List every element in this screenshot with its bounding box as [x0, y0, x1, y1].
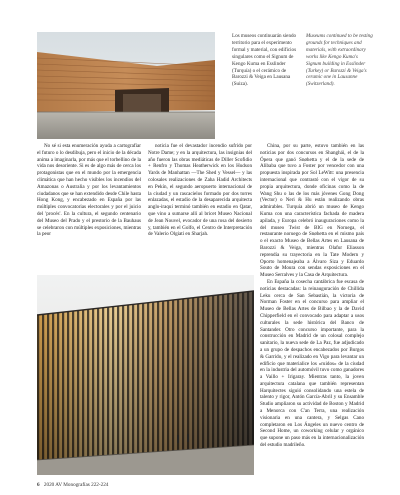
text-column-3 [260, 143, 364, 449]
column-2-paragraph: noticia fue el devastador incendio sufrido por Notre Dame; y en la arquitectura, las insignias del año fueron las obras mediáticas de Diller Scofidio + Renfro y Thomas Heatherwick en los Hudson Yards de Manhattan —The Shed y Vessel— y las colosales realizaciones de Zaha Hadid Architects en Pekín, el segundo aeropuerto internacional de la ciudad y un rascacielos formado por dos torres enlazadas, el estadio de la desaparecida arquitecta anglo-iraquí terminó también en estadio en Qatar, que vino a sumarse allí al bricet Museo Nacional de Jean Nouvel, evocador de una rosa del desierto y, también en el Golfo, el Centro de Interpretación de Valerio Olgiati en Sharjah. [148, 143, 252, 238]
text-column-2 [148, 143, 252, 238]
text-column-1 [37, 143, 141, 238]
wooden-museum-photo [37, 32, 215, 139]
ceramic-museum-illustration [37, 275, 254, 475]
column-3-paragraph-1: China, por su parte, estuvo también en las noticias por dos concursos en Shanghái, el de la Ópera que ganó Snøhetta y el de la sede de Alibaba que tuvo a Foster por vencedor con una propuesta inspirada por Sol LeWitt: una presencia internacional que contrastó con el vigor de su propia arquitectura, donde oficinas como la de Wang Shu o las de los más jóvenes Gong Dong (Vector) o Neri & Hu están realizando obras admirables. Turquía abrió un museo de Kengo Kuma con una característica fachada de madera apilada, y Europa celebró inauguraciones como la del museo Twist de BIG en Noruega, el restaurante noruego de Snøhetta en el mismo país o el exacto Museo de Bellas Artes en Lausana de Barozzi & Veiga, mientras Olafur Eliasson reprendía su trayectoria en la Tate Modern y Oporto homenajeaba a Álvaro Siza y Eduardo Souto de Moura con sendas exposiciones en el Museo Serralves y la Casa de Arquitectura. [260, 143, 364, 279]
page-number: 6 [37, 482, 40, 488]
caption-spanish: Los museos continuarán siendo territorio para el experimento formal y material, con edificios singulares como el Signum de Kengo Kuma en Esslinder (Turquía) o el cerámico de Barozzi & Veiga en Lausana (Suiza). [232, 33, 297, 88]
column-3-paragraph-2: En España la cosecha cantábrica fue escasa de noticias destacadas: la reinauguración de Chillida Leku cerca de San Sebastián, la victoria de Norman Foster en el concurso para ampliar el Museo de Bellas Artes de Bilbao y la de David Chipperfield en el convocado para adaptar a usos culturales la sede histórica del Banco de Santander. Otro concurso importante, para la construcción en Madrid de un colosal complejo sanitario, la nueva sede de La Paz, fue adjudicado a un grupo de despachos encabezados por Burgos & Garrido, y el realizado en Vigo para levantar un edificio que materialice los «ruidos» de la ciudad en la industria del automóvil tuvo como ganadores a Vaillo + Irigaray. Mientras tanto, la joven arquitectura catalana que también representan Harquitectes siguió consolidando una estela de talento y rigor, Antón García-Abril y su Ensamble Studio ampliaron su actividad de Boston y Madrid a Menorca con C'an Terra, una realización visionaria en una cantera, y Selgas Cano completaron en Los Ángeles un nuevo centro de Second Home, un coworking celular y orgánico que supone un paso más en la internacionalización del estudio madrileño. [260, 278, 364, 449]
column-1-paragraph: No sé si esta enumeración ayuda a cartografiar el futuro o lo desdibuja, pero el inicio de la década anima a imaginarla, por más que el torbellino de la vida nos desoriente. Si es de algo más de cerca los protagonistas que en el mundo por la emergencia climática que han hecho visibles los incendios del Amazonas o Australia y por los levantamientos ciudadanos que se han extendido desde Chile hasta Hong Kong, y encabezado en España por las múltiples convocatorias electorales y por el juicio del 'procés'. En la cultura, el segundo centenario del Museo del Prado y el prestorio de la Bauhaus se celebraron con múltiples exposiciones, mientras la peor [37, 143, 141, 238]
page-footer [37, 482, 108, 489]
caption-english: Museums continued to be testing grounds for techniques and materials, with extraordinary works like Kengo Kuma's Signum building in Esslinder (Turkey) or Barozzi & Veiga's ceramic one in Lausanne (Switzerland). [306, 33, 373, 88]
ceramic-museum-photo [37, 275, 254, 475]
footer-publication: 2020 AV Monografías 222-224 [43, 482, 109, 488]
wooden-museum-illustration [37, 32, 215, 139]
